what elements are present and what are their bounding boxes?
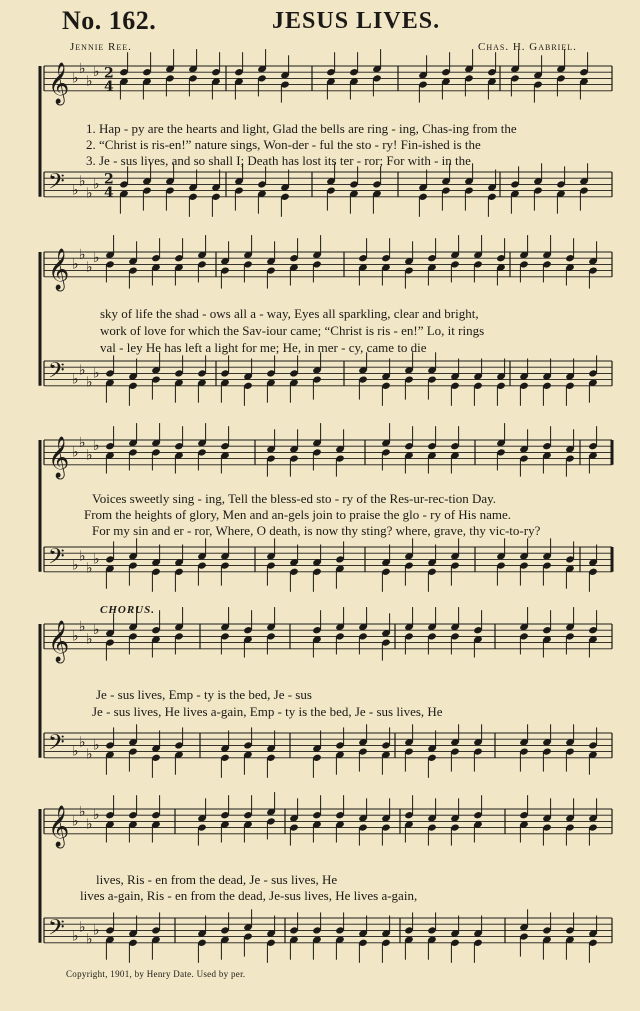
flat-sign-icon: ♭ — [79, 919, 86, 936]
hymn-title: JESUS LIVES. — [272, 8, 441, 34]
flat-sign-icon: ♭ — [72, 444, 79, 461]
flat-sign-icon: ♭ — [79, 173, 86, 190]
lyric-line: 1. Hap - py are the hearts and light, Glad the bells are ring - ing, Chas-ing from the — [86, 121, 517, 136]
time-signature: 4 — [104, 78, 114, 95]
chorus-label: CHORUS. — [100, 604, 155, 616]
bass-clef-icon: 𝄢 — [48, 730, 65, 761]
lyric-line: Voices sweetly sing - ing, Tell the bless-ed sto - ry of the Res-ur-rec-tion Day. — [92, 491, 497, 506]
lyric-line: From the heights of glory, Men and an-gels join to praise the glo - ry of His name. — [84, 507, 511, 522]
time-signature: 2 — [104, 65, 114, 82]
flat-sign-icon: ♭ — [79, 734, 86, 751]
flat-sign-icon: ♭ — [93, 365, 100, 382]
flat-sign-icon: ♭ — [93, 551, 100, 568]
flat-sign-icon: ♭ — [86, 259, 93, 276]
bass-clef-icon: 𝄢 — [48, 169, 65, 200]
treble-clef-icon: 𝄞 — [48, 62, 70, 104]
composer-credit: Chas. H. Gabriel. — [478, 41, 577, 53]
flat-sign-icon: ♭ — [72, 371, 79, 388]
hymn-number: No. 162. — [62, 6, 157, 35]
treble-clef-icon: 𝄞 — [48, 248, 70, 290]
lyric-line: Je - sus lives, He lives a-gain, Emp - ty is the bed, Je - sus lives, He — [92, 704, 443, 719]
flat-sign-icon: ♭ — [93, 622, 100, 639]
lyric-line: sky of life the shad - ows all a - way, Eyes all sparkling, clear and bright, — [100, 306, 479, 321]
flat-sign-icon: ♭ — [93, 807, 100, 824]
flat-sign-icon: ♭ — [72, 70, 79, 87]
lyric-line: work of love for which the Sav-iour came; “Christ is ris - en!” Lo, it rings — [100, 323, 485, 338]
flat-sign-icon: ♭ — [79, 619, 86, 636]
flat-sign-icon: ♭ — [72, 928, 79, 945]
flat-sign-icon: ♭ — [86, 73, 93, 90]
treble-clef-icon: 𝄞 — [48, 436, 70, 478]
lyric-line: lives a-gain, Ris - en from the dead, Je-sus lives, He lives a-gain, — [80, 888, 418, 903]
time-signature: 2 — [104, 171, 114, 188]
flat-sign-icon: ♭ — [72, 628, 79, 645]
flat-sign-icon: ♭ — [72, 743, 79, 760]
flat-sign-icon: ♭ — [86, 746, 93, 763]
bass-clef-icon: 𝄢 — [48, 915, 65, 946]
bass-clef-icon: 𝄢 — [48, 544, 65, 575]
time-signature: 4 — [104, 184, 114, 201]
lyric-line: val - ley He has left a light for me; He, in mer - cy, came to die — [100, 340, 427, 355]
flat-sign-icon: ♭ — [86, 185, 93, 202]
flat-sign-icon: ♭ — [93, 737, 100, 754]
flat-sign-icon: ♭ — [79, 804, 86, 821]
flat-sign-icon: ♭ — [93, 64, 100, 81]
flat-sign-icon: ♭ — [72, 182, 79, 199]
lyric-line: lives, Ris - en from the dead, Je - sus lives, He — [96, 872, 338, 887]
flat-sign-icon: ♭ — [86, 447, 93, 464]
flat-sign-icon: ♭ — [86, 931, 93, 948]
flat-sign-icon: ♭ — [72, 256, 79, 273]
author-credit: Jennie Ree. — [70, 41, 132, 53]
bass-clef-icon: 𝄢 — [48, 358, 65, 389]
flat-sign-icon: ♭ — [86, 631, 93, 648]
copyright-notice: Copyright, 1901, by Henry Date. Used by per. — [66, 969, 246, 979]
lyric-line: Je - sus lives, Emp - ty is the bed, Je - sus — [96, 687, 312, 702]
flat-sign-icon: ♭ — [93, 922, 100, 939]
flat-sign-icon: ♭ — [72, 557, 79, 574]
lyric-line: For my sin and er - ror, Where, O death, is now thy sting? where, grave, thy vic-to-ry? — [92, 523, 541, 538]
flat-sign-icon: ♭ — [93, 250, 100, 267]
flat-sign-icon: ♭ — [79, 548, 86, 565]
lyric-line: 3. Je - sus lives, and so shall I; Death has lost its ter - ror; For with - in the — [86, 153, 471, 168]
flat-sign-icon: ♭ — [72, 813, 79, 830]
flat-sign-icon: ♭ — [86, 374, 93, 391]
treble-clef-icon: 𝄞 — [48, 620, 70, 662]
flat-sign-icon: ♭ — [86, 560, 93, 577]
flat-sign-icon: ♭ — [79, 61, 86, 78]
lyric-line: 2. “Christ is ris-en!” nature sings, Won-der - ful the sto - ry! Fin-ished is the — [86, 137, 481, 152]
flat-sign-icon: ♭ — [79, 435, 86, 452]
flat-sign-icon: ♭ — [93, 438, 100, 455]
flat-sign-icon: ♭ — [79, 362, 86, 379]
treble-clef-icon: 𝄞 — [48, 805, 70, 847]
flat-sign-icon: ♭ — [86, 816, 93, 833]
flat-sign-icon: ♭ — [93, 176, 100, 193]
flat-sign-icon: ♭ — [79, 247, 86, 264]
